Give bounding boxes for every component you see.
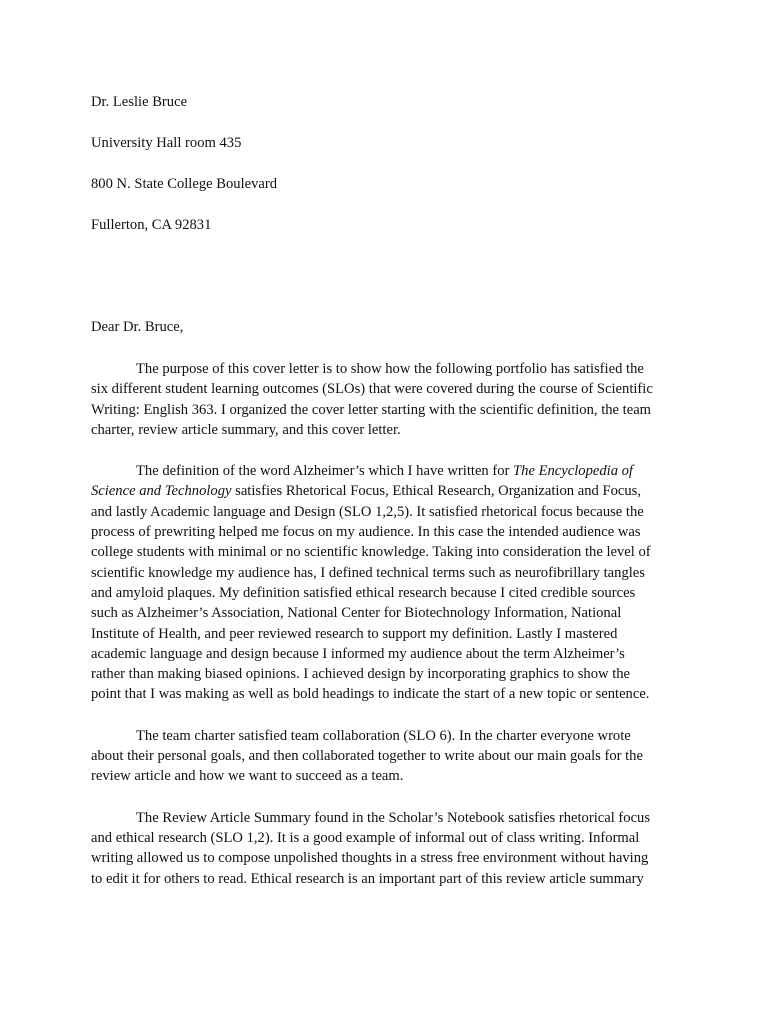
recipient-street: 800 N. State College Boulevard <box>91 176 278 192</box>
paragraph-line <box>91 481 677 501</box>
recipient-name: Dr. Leslie Bruce <box>91 94 188 110</box>
recipient-building: University Hall room 435 <box>91 135 242 151</box>
paragraph-line: review article and how we want to succeed as a team. <box>91 768 404 785</box>
paragraph-line: college students with minimal or no scientific knowledge. Taking into consideration the level of <box>91 544 651 561</box>
paragraph-line: Writing: English 363. I organized the cover letter starting with the scientific definition, the team <box>91 401 652 418</box>
definition-intro-text: The definition of the word Alzheimer’s which I have written for <box>136 463 514 480</box>
paragraph-line: six different student learning outcomes (SLOs) that were covered during the course of Scientific <box>91 381 653 398</box>
paragraph-line: The purpose of this cover letter is to show how the following portfolio has satisfied the <box>136 361 644 377</box>
paragraph-line: point that I was making as well as bold headings to indicate the start of a new topic or sentence. <box>91 686 650 703</box>
paragraph-line: scientific knowledge my audience has, I defined technical terms such as neurofibrillary tangles <box>91 564 645 581</box>
paragraph-line: to edit it for others to read. Ethical research is an important part of this review article summary <box>91 870 644 887</box>
paragraph-line: and amyloid plaques. My definition satisfied ethical research because I cited credible sources <box>91 584 636 601</box>
salutation: Dear Dr. Bruce, <box>91 319 184 335</box>
paragraph-line: The Review Article Summary found in the Scholar’s Notebook satisfies rhetorical focus <box>136 809 651 826</box>
paragraph-line: rather than making biased opinions. I achieved design by incorporating graphics to show the <box>91 666 631 683</box>
paragraph-line: and ethical research (SLO 1,2). It is a good example of informal out of class writing. Informal <box>91 829 640 846</box>
paragraph-purpose <box>91 359 677 440</box>
paragraph-line: process of prewriting helped me focus on my audience. In this case the intended audience was <box>91 524 641 541</box>
paragraph-line: writing allowed us to compose unpolished thoughts in a stress free environment without having <box>91 850 649 867</box>
definition-slo-text: satisfies Rhetorical Focus, Ethical Research, Organization and Focus, <box>231 483 641 500</box>
paragraph-line: Institute of Health, and peer reviewed research to support my definition. Lastly I mastered <box>91 625 618 642</box>
encyclopedia-title-part1: The Encyclopedia of <box>513 463 633 480</box>
paragraph-team-charter <box>91 726 677 787</box>
paragraph-line: such as Alzheimer’s Association, National Center for Biotechnology Information, National <box>91 605 622 622</box>
letter-body <box>91 359 677 910</box>
paragraph-line: academic language and design because I informed my audience about the term Alzheimer’s <box>91 645 625 662</box>
paragraph-line: and lastly Academic language and Design (SLO 1,2,5). It satisfied rhetorical focus because the <box>91 503 644 520</box>
recipient-city: Fullerton, CA 92831 <box>91 217 212 233</box>
paragraph-line: charter, review article summary, and this cover letter. <box>91 421 401 438</box>
paragraph-review-summary <box>91 808 677 889</box>
paragraph-line <box>91 461 677 481</box>
paragraph-definition <box>91 461 677 705</box>
paragraph-line: The team charter satisfied team collaboration (SLO 6). In the charter everyone wrote <box>136 727 631 744</box>
encyclopedia-title-part2: Science and Technology <box>91 483 232 500</box>
paragraph-line: about their personal goals, and then collaborated together to write about our main goals for the <box>91 748 643 765</box>
